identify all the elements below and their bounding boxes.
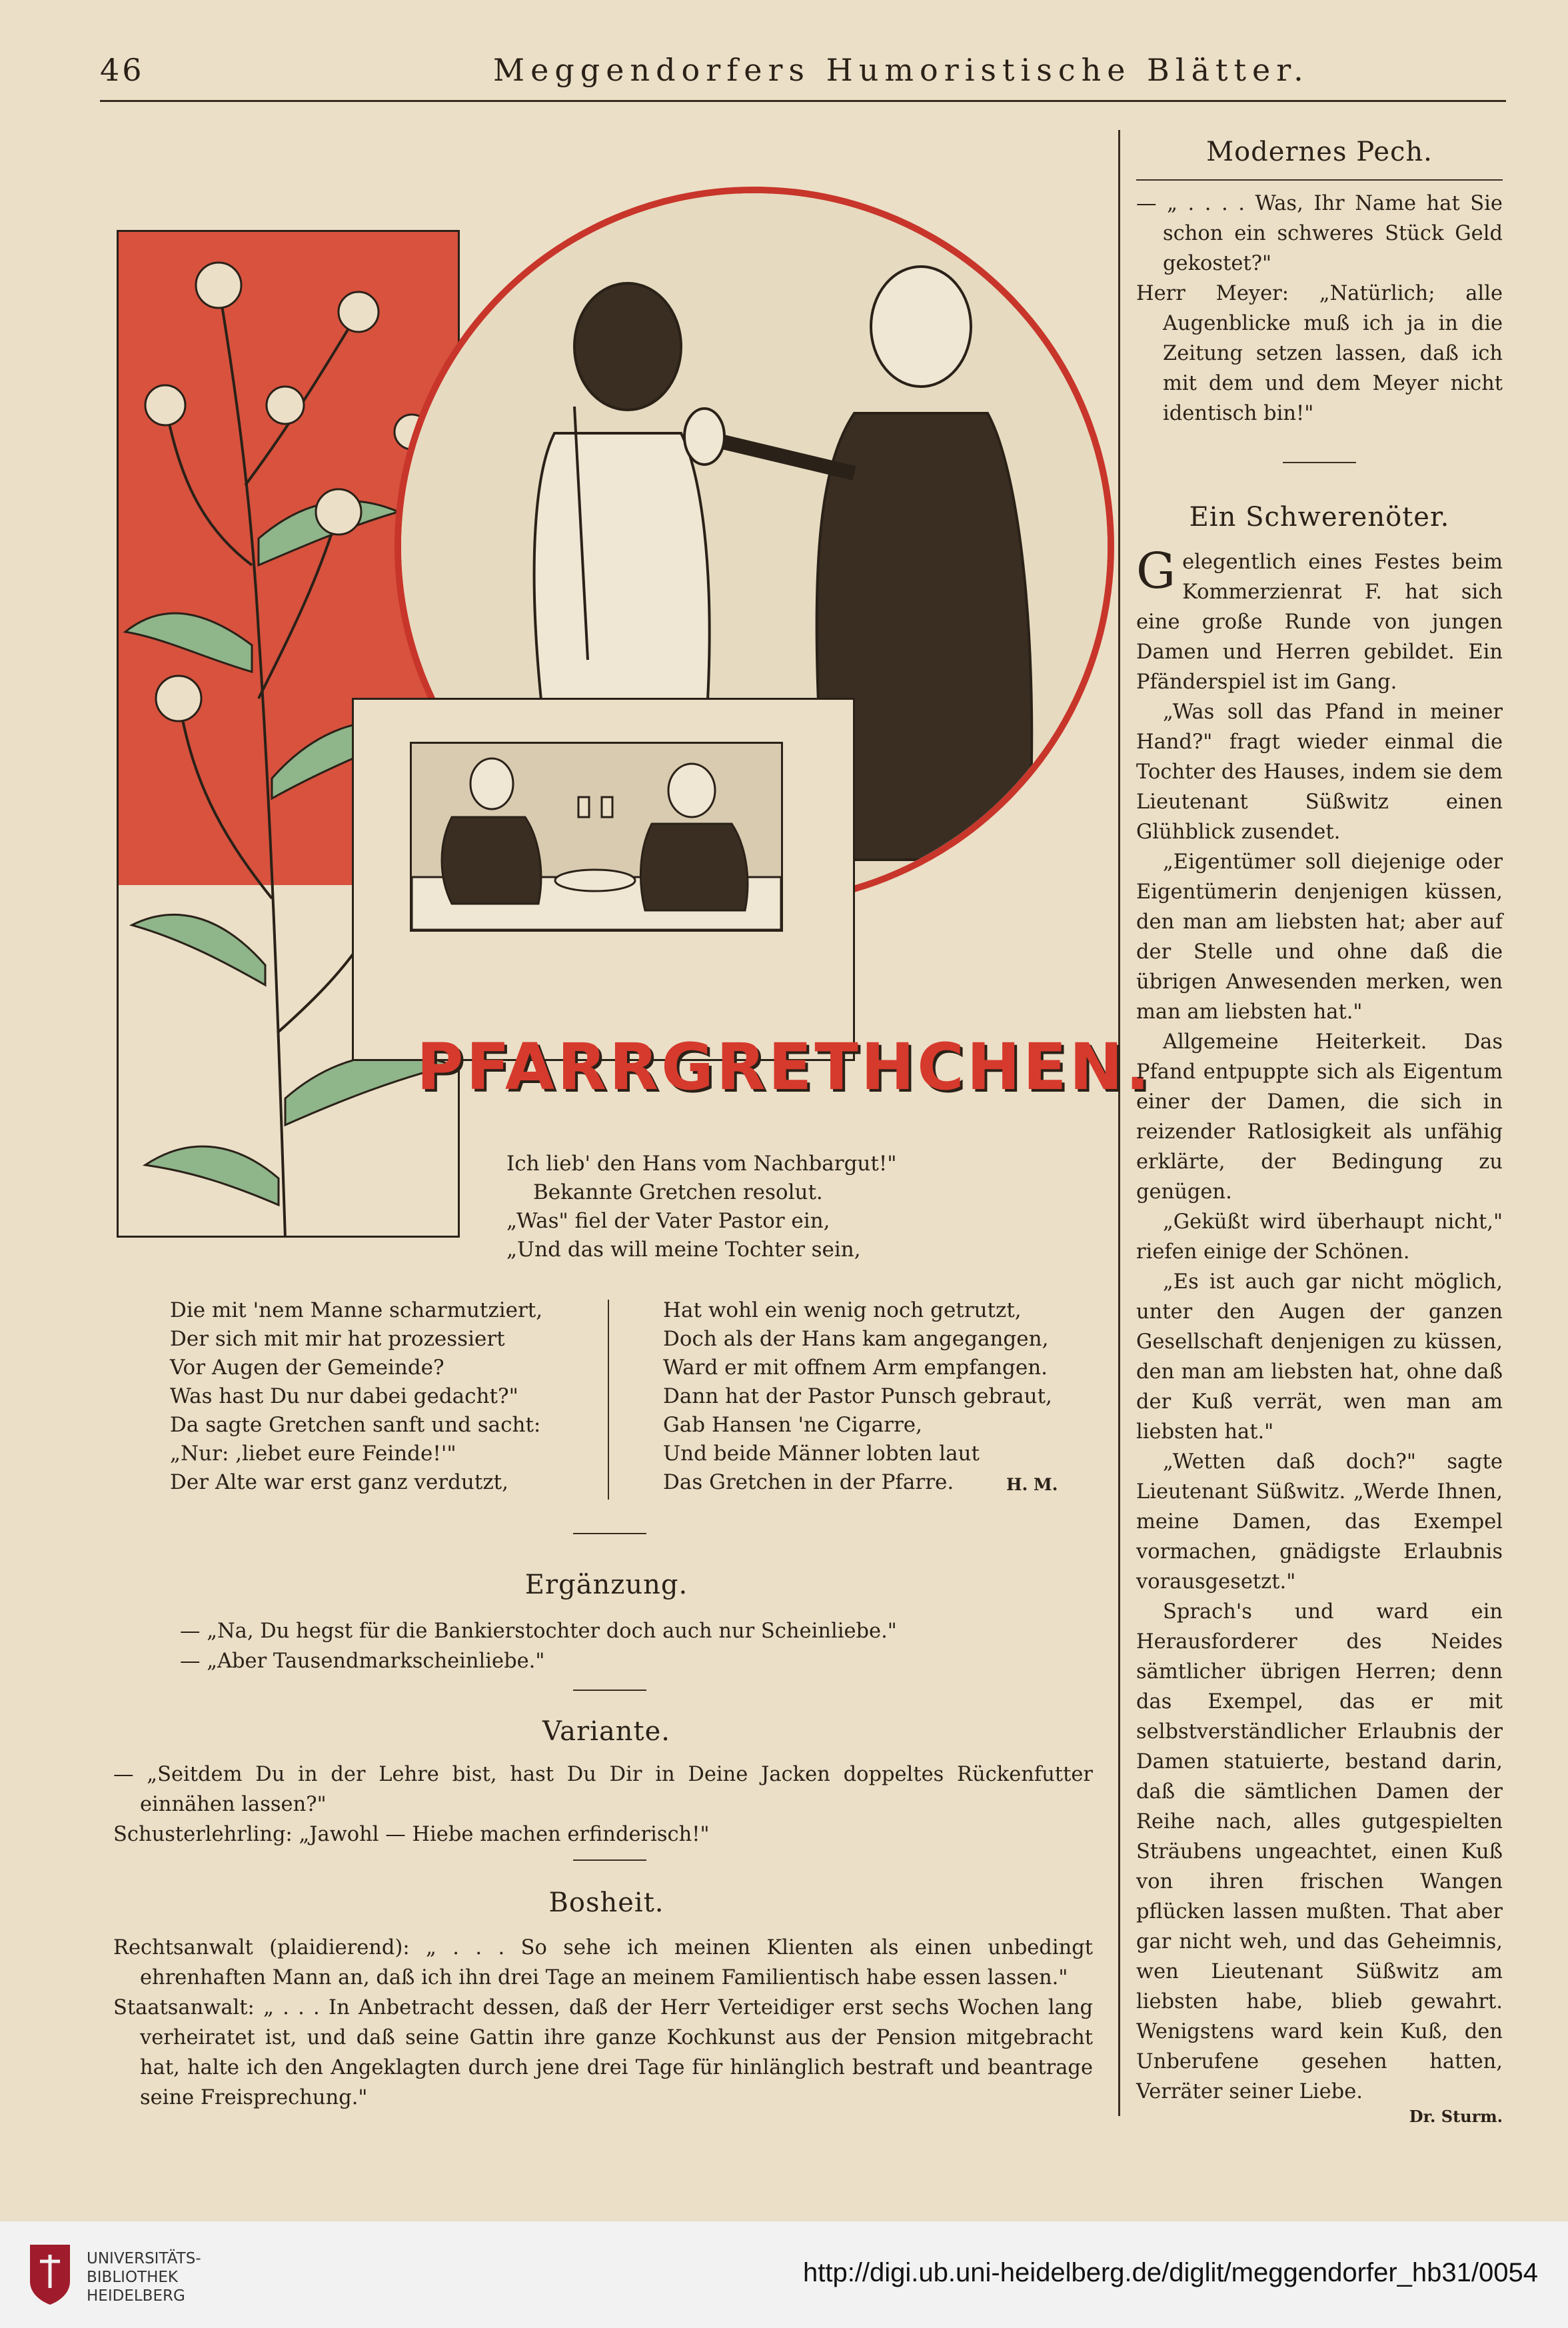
- poem-line: Und beide Männer lobten laut: [663, 1442, 980, 1466]
- institution-line: UNIVERSITÄTS-: [87, 2250, 201, 2267]
- source-url-link[interactable]: http://digi.ub.uni-heidelberg.de/diglit/meggendorfer_hb31/0054: [802, 2258, 1538, 2287]
- section-rule: [573, 1690, 646, 1691]
- heading-rule: [1136, 179, 1503, 181]
- header-rule: [100, 100, 1506, 102]
- ergaenzung-text: [180, 1616, 1046, 1676]
- paragraph: Sprach's und ward ein Herausforderer des Neides sämtlicher übrigen Herren; denn das Exempel, das er mit selbstverständlicher Erlaubnis der Damen statuierte, bestand darin, daß die sämtlichen Damen der Reihe nach, alles gutgespielten Sträubens ungeachtet, einen Kuß von ihren frischen Wangen pflücken lassen mußten. That aber gar nicht weh, und das Geheimnis, wen Lieutenant Süßwitz am liebsten habe, blieb gewahrt. Wenigstens ward kein Kuß, den Unberufene gesehen hatten, Verräter seiner Liebe.: [1136, 1600, 1503, 2103]
- poem-line: Ward er mit offnem Arm empfangen.: [663, 1356, 1048, 1380]
- dialog-line: Herr Meyer: „Natürlich; alle Augenblicke muß ich ja in die Zeitung setzen lassen, daß ich mit dem und dem Meyer nicht identisch bin!": [1136, 282, 1503, 425]
- section-rule: [573, 1859, 646, 1861]
- poem-line: Dann hat der Pastor Punsch gebraut,: [663, 1384, 1052, 1408]
- schwerenoeter-text: [1136, 543, 1503, 2107]
- poem-line: Hat wohl ein wenig noch getrutzt,: [663, 1298, 1022, 1322]
- toast-illustration: [410, 742, 783, 932]
- section-heading: Ergänzung.: [524, 1570, 688, 1600]
- poem-line: Bekannte Gretchen resolut.: [533, 1180, 823, 1204]
- dialog-line: — „Seitdem Du in der Lehre bist, hast Du Dir in Deine Jacken doppeltes Rückenfutter einnähen lassen?": [113, 1763, 1093, 1816]
- poem-line: Der Alte war erst ganz verdutzt,: [170, 1470, 508, 1494]
- poem-line: Ich lieb' den Hans vom Nachbargut!": [506, 1152, 897, 1176]
- opening-paragraph: elegentlich eines Festes beim Kommerzienrat F. hat sich eine große Runde von jungen Damen und Herren gebildet. Ein Pfänderspiel ist im Gang.: [1136, 551, 1503, 694]
- section-heading: Modernes Pech.: [1206, 137, 1433, 167]
- poem-line: „Was" fiel der Vater Pastor ein,: [506, 1209, 830, 1233]
- institution-name: [87, 2249, 201, 2305]
- section-rule: [573, 1533, 646, 1534]
- illustration-title: PFARRGRETHCHEN.: [416, 1030, 1153, 1104]
- poem-left-column: [170, 1296, 583, 1497]
- poem-line: „Und das will meine Tochter sein,: [506, 1238, 861, 1262]
- right-column: [1136, 137, 1503, 2126]
- poem-line: Was hast Du nur dabei gedacht?": [170, 1384, 518, 1408]
- paragraph: „Was soll das Pfand in meiner Hand?" fragt wieder einmal die Tochter des Hauses, indem sie dem Lieutenant Süßwitz einen Glühblick zusendet.: [1136, 700, 1503, 844]
- section-heading: Bosheit.: [548, 1887, 664, 1918]
- poem-line: Gab Hansen 'ne Cigarre,: [663, 1413, 922, 1437]
- poem-line: Vor Augen der Gemeinde?: [170, 1356, 444, 1380]
- dialog-line: — „Aber Tausendmarkscheinliebe.": [180, 1650, 545, 1673]
- section-rule: [1283, 462, 1356, 463]
- poem-line: Die mit 'nem Manne scharmutziert,: [170, 1298, 543, 1322]
- poem-right-column: [663, 1296, 1103, 1497]
- paragraph: Allgemeine Heiterkeit. Das Pfand entpuppte sich als Eigentum einer der Damen, die sich in reizender Ratlosigkeit als unfähig erklärte, der Bedingung zu genügen.: [1136, 1030, 1503, 1204]
- dialog-line: Schusterlehrling: „Jawohl — Hiebe machen erfinderisch!": [113, 1823, 710, 1846]
- running-title: Meggendorfers Humoristische Blätter.: [493, 52, 1309, 88]
- poem-divider: [608, 1300, 609, 1500]
- bosheit-text: [113, 1933, 1093, 2113]
- drop-cap: G: [1136, 543, 1176, 600]
- poem-line: Das Gretchen in der Pfarre.: [663, 1470, 954, 1494]
- dialog-line: Staatsanwalt: „ . . . In Anbetracht dessen, daß der Herr Verteidiger erst sechs Wochen lang verheiratet ist, und daß seine Gattin ihre ganze Kochkunst aus der Pension mitgebracht hat, halte ich den Angeklagten durch jene drei Tage für hinlänglich bestraft und beantrage seine Freisprechung.": [113, 1996, 1093, 2109]
- paragraph: „Es ist auch gar nicht möglich, unter den Augen der ganzen Gesellschaft denjenigen zu küssen, den man am liebsten hat, ohne daß der Kuß verrät, wen man am liebsten hat.": [1136, 1270, 1503, 1444]
- poem-line: „Nur: ,liebet eure Feinde!'": [170, 1442, 456, 1466]
- variante-text: [113, 1759, 1093, 1849]
- dialog-line: — „Na, Du hegst für die Bankierstochter doch auch nur Scheinliebe.": [180, 1620, 897, 1643]
- institution-line: HEIDELBERG: [87, 2287, 185, 2305]
- dialog-line: Rechtsanwalt (plaidierend): „ . . . So sehe ich meinen Klienten als einen unbedingt ehrenhaften Mann an, daß ich ihn drei Tage an meinem Familientisch habe essen lassen.": [113, 1936, 1093, 1989]
- section-heading: Ein Schwerenöter.: [1189, 502, 1450, 533]
- modernes-pech-text: [1136, 189, 1503, 429]
- poem-signature: H. M.: [1006, 1475, 1058, 1494]
- paragraph: „Eigentümer soll diejenige oder Eigentümerin denjenigen küssen, den man am liebsten hat; aber auf der Stelle und ohne daß die übrigen Anwesenden merken, wen man am liebsten hat.": [1136, 850, 1503, 1024]
- column-divider: [1118, 130, 1120, 2116]
- university-seal-icon: [27, 2241, 73, 2308]
- section-heading: Variante.: [542, 1716, 671, 1747]
- page-number: 46: [100, 52, 145, 88]
- library-footer: [0, 2221, 1568, 2328]
- poem-line: Doch als der Hans kam angegangen,: [663, 1327, 1049, 1351]
- article-signature: Dr. Sturm.: [1409, 2107, 1503, 2126]
- poem-line: Da sagte Gretchen sanft und sacht:: [170, 1413, 541, 1437]
- poem-intro: [506, 1150, 1106, 1264]
- paragraph: „Geküßt wird überhaupt nicht," riefen einige der Schönen.: [1136, 1210, 1503, 1264]
- paragraph: „Wetten daß doch?" sagte Lieutenant Süßwitz. „Werde Ihnen, meine Damen, das Exempel vormachen, gnädigste Erlaubnis vorausgesetzt.": [1136, 1450, 1503, 1594]
- poem-line: Der sich mit mir hat prozessiert: [170, 1327, 505, 1351]
- inset-frame: [352, 698, 855, 1061]
- dialog-line: — „ . . . . Was, Ihr Name hat Sie schon ein schweres Stück Geld gekostet?": [1136, 192, 1503, 275]
- institution-line: BIBLIOTHEK: [87, 2269, 179, 2286]
